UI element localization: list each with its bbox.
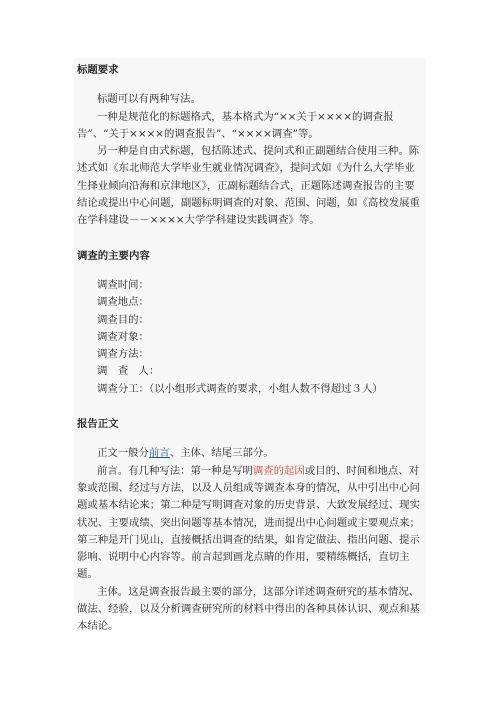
list-item-investigator: 调 查 人： <box>97 365 160 378</box>
paragraph-standard-title: 一种是规范化的标题格式，基本格式为“××关于××××的调查报告”、“关于××××的调查报告”、“××××调查”等。 <box>77 110 394 140</box>
heading-report-body: 报告正文 <box>77 418 119 431</box>
highlighted-survey-cause: 调查的起因 <box>252 464 305 477</box>
heading-title-requirements: 标题要求 <box>77 64 119 76</box>
paragraph-body-intro <box>77 445 424 462</box>
paragraph-title-two-ways: 标题可以有两种写法。 <box>97 93 201 106</box>
intro-text-post: 、主体、结尾三部分。 <box>169 447 274 460</box>
paragraph-free-title: 另一种是自由式标题，包括陈述式、提问式和正副题结合使用三种。陈述式如《东北师范大学毕业生就业情况调查》，提问式如《为什么大学毕业生择业倾向沿海和京津地区》，正副标题结合式，正题陈述调查报告的主要结论或提出中心问题，副题标明调查的对象、范围、问题，如《高校发展重在学科建设－－××××大学学科建设实践调查》等。 <box>77 145 420 227</box>
list-item-method: 调查方法： <box>97 348 149 361</box>
list-item-purpose: 调查目的： <box>97 313 149 326</box>
paragraph-main-body: 主体。这是调查报告最主要的部分，这部分详述调查研究的基本情况、做法、经验，以及分析调查研究所的材料中得出的各种具体认识、观点和基本结论。 <box>77 585 420 633</box>
list-item-time: 调查时间： <box>97 278 149 291</box>
preface-text-post: 或目的、时间和地点、对象或范围、经过与方法，以及人员组成等调查本身的情况，从中引出中心问题或基本结论来；第二种是写明调查对象的历史背景、大致发展经过、现实状况、主要成绩、突出问题等基本情况，进而提出中心问题或主要观点来；第三种是开门见山，直接概括出调查的结果，如肯定做法、指出问题、提示影响、说明中心内容等。前言起到画龙点睛的作用，要精练概括，直切主题。 <box>77 464 420 581</box>
survey-info-list <box>77 277 424 398</box>
list-item-object: 调查对象： <box>97 330 149 343</box>
list-item-division: 调查分工：（以小组形式调查的要求，小组人数不得超过３人） <box>97 382 383 395</box>
intro-text-pre: 正文一般分 <box>97 447 149 460</box>
preface-link[interactable]: 前言 <box>148 447 170 460</box>
heading-main-content: 调查的主要内容 <box>77 249 150 262</box>
preface-text-pre: 前言。有几种写法：第一种是写明 <box>97 464 253 477</box>
paragraph-preface <box>77 463 424 584</box>
document-content <box>77 62 424 636</box>
list-item-place: 调查地点： <box>97 296 149 309</box>
